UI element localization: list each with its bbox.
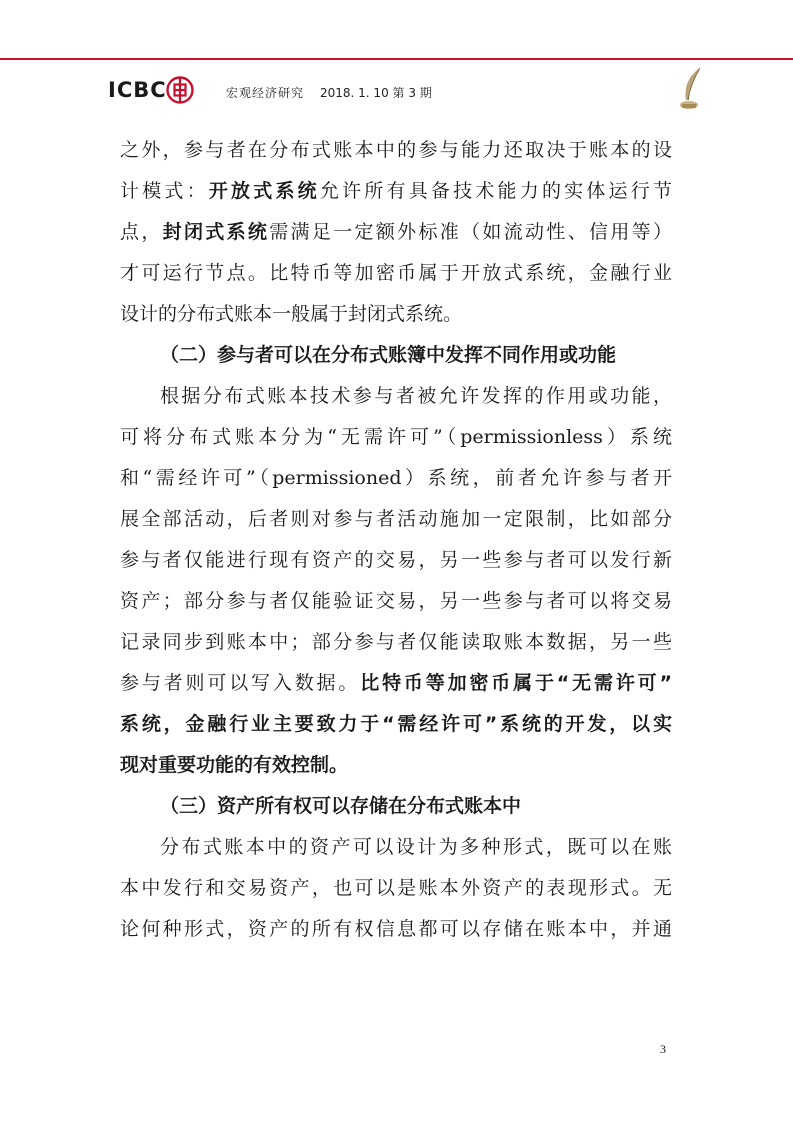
report-title: 宏观经济研究 bbox=[226, 86, 305, 100]
bold-term-open-system: 开放式系统 bbox=[208, 180, 320, 202]
bank-logo-text: ICBC bbox=[108, 78, 167, 102]
paragraph-line: 之外，参与者在分布式账本中的参与能力还取决于账本的设 bbox=[120, 139, 672, 161]
text-span: 允许所有具备技术能力的实体运行节 bbox=[319, 180, 672, 202]
paragraph-line: 可将分布式账本分为“无需许可”（permissionless）系统 bbox=[120, 426, 672, 448]
text-span: 参与者则可以写入数据。 bbox=[120, 672, 361, 694]
paragraph-line: 论何种形式，资产的所有权信息都可以存储在账本中，并通 bbox=[120, 918, 672, 940]
paragraph-line: 资产；部分参与者仅能验证交易，另一些参与者可以将交易 bbox=[120, 590, 672, 612]
paragraph-line: 根据分布式账本技术参与者被允许发挥的作用或功能， bbox=[160, 385, 672, 407]
page-header bbox=[108, 76, 708, 106]
text-span: 需满足一定额外标准（如流动性、信用等） bbox=[269, 221, 672, 243]
text-span: 计模式： bbox=[120, 180, 209, 202]
section-heading-3: （三）资产所有权可以存储在分布式账本中 bbox=[160, 795, 522, 817]
bold-term-closed-system: 封闭式系统 bbox=[162, 221, 270, 243]
header-rule bbox=[0, 58, 793, 60]
paragraph-line: 设计的分布式账本一般属于封闭式系统。 bbox=[120, 303, 463, 325]
paragraph-line: 本中发行和交易资产，也可以是账本外资产的表现形式。无 bbox=[120, 877, 672, 899]
bold-statement-line: 系统，金融行业主要致力于“需经许可”系统的开发，以实 bbox=[120, 713, 672, 735]
text-span: 点， bbox=[120, 221, 163, 243]
section-heading-2: （二）参与者可以在分布式账簿中发挥不同作用或功能 bbox=[160, 344, 617, 366]
paragraph-line: 记录同步到账本中；部分参与者仅能读取账本数据，另一些 bbox=[120, 631, 672, 653]
page-number: 3 bbox=[660, 1042, 666, 1056]
paragraph-line: 和“需经许可”（permissioned）系统，前者允许参与者开 bbox=[120, 467, 672, 489]
paragraph-line bbox=[120, 663, 672, 704]
paragraph-line bbox=[120, 212, 672, 253]
icbc-logo-icon bbox=[166, 76, 194, 104]
paragraph-line bbox=[120, 171, 672, 212]
bold-statement: 比特币等加密币属于“无需许可” bbox=[360, 672, 672, 694]
article-body bbox=[120, 130, 672, 950]
paragraph-line: 参与者仅能进行现有资产的交易，另一些参与者可以发行新 bbox=[120, 549, 672, 571]
quill-pen-icon bbox=[676, 66, 706, 110]
bold-statement-line: 现对重要功能的有效控制。 bbox=[120, 754, 349, 776]
paragraph-line: 才可运行节点。比特币等加密币属于开放式系统，金融行业 bbox=[120, 262, 672, 284]
issue-date: 2018. 1. 10 第 3 期 bbox=[320, 86, 432, 100]
paragraph-line: 展全部活动，后者则对参与者活动施加一定限制，比如部分 bbox=[120, 508, 672, 530]
paragraph-line: 分布式账本中的资产可以设计为多种形式，既可以在账 bbox=[160, 836, 672, 858]
